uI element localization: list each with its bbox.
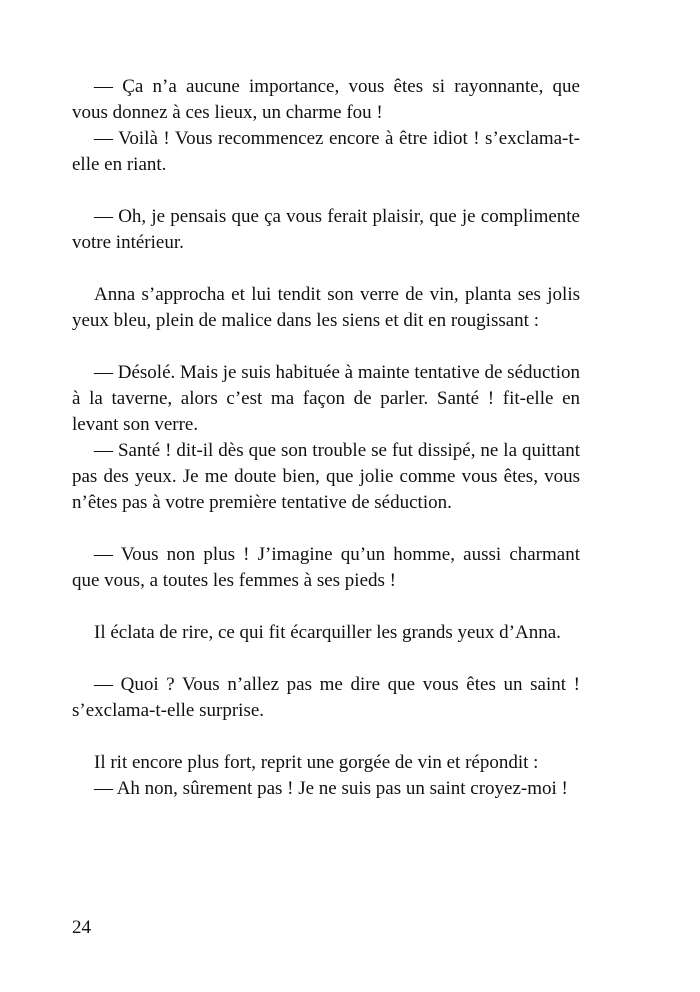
paragraph: — Quoi ? Vous n’allez pas me dire que vous êtes un saint ! s’exclama-t-elle surprise. bbox=[72, 674, 580, 721]
page-number: 24 bbox=[72, 917, 91, 938]
paragraph: — Voilà ! Vous recommencez encore à être idiot ! s’exclama-t-elle en riant. bbox=[72, 128, 580, 175]
paragraph: Il rit encore plus fort, reprit une gorgée de vin et répondit : bbox=[94, 752, 539, 773]
paragraph: Il éclata de rire, ce qui fit écarquiller les grands yeux d’Anna. bbox=[94, 622, 561, 643]
paragraph: — Vous non plus ! J’imagine qu’un homme, aussi charmant que vous, a toutes les femmes à ses pieds ! bbox=[72, 544, 580, 591]
paragraph: — Désolé. Mais je suis habituée à mainte tentative de séduction à la taverne, alors c’est ma façon de parler. Santé ! fit-elle en levant son verre. bbox=[72, 362, 580, 435]
paragraph: — Ah non, sûrement pas ! Je ne suis pas un saint croyez-moi ! bbox=[94, 778, 568, 799]
paragraph: — Santé ! dit-il dès que son trouble se fut dissipé, ne la quittant pas des yeux. Je me doute bien, que jolie comme vous êtes, vous n’êtes pas à votre première tentative de séduction. bbox=[72, 440, 580, 513]
paragraph: — Ça n’a aucune importance, vous êtes si rayonnante, que vous donnez à ces lieux, un charme fou ! bbox=[72, 76, 580, 123]
paragraph: — Oh, je pensais que ça vous ferait plaisir, que je complimente votre intérieur. bbox=[72, 206, 580, 253]
page-body bbox=[72, 74, 580, 802]
paragraph: Anna s’approcha et lui tendit son verre de vin, planta ses jolis yeux bleu, plein de malice dans les siens et dit en rougissant : bbox=[72, 284, 580, 331]
